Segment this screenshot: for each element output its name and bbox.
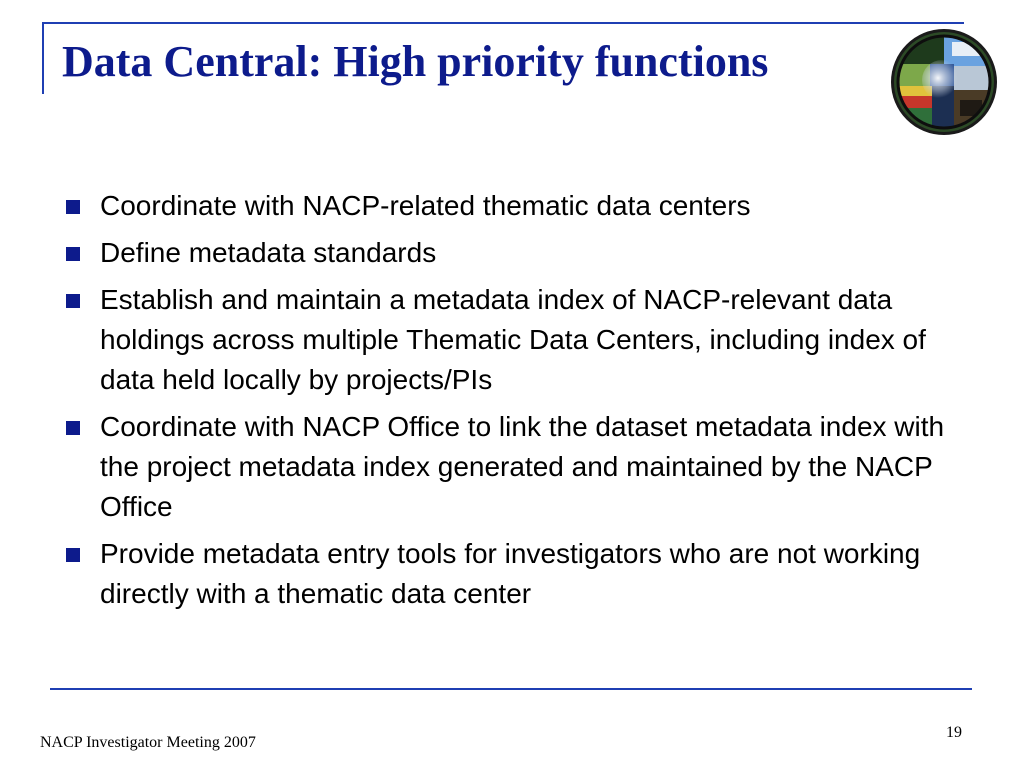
bullet-square-icon [66, 421, 80, 435]
bullet-item [62, 186, 962, 226]
bullet-item [62, 280, 962, 400]
bullet-square-icon [66, 294, 80, 308]
title-frame-left-rule [42, 22, 44, 94]
footer-divider [50, 688, 972, 690]
bullet-text: Coordinate with NACP-related thematic data centers [100, 190, 751, 221]
footer-text: NACP Investigator Meeting 2007 [40, 734, 256, 751]
bullet-text: Define metadata standards [100, 237, 437, 268]
bullet-square-icon [66, 247, 80, 261]
slide-title: Data Central: High priority functions [62, 37, 769, 86]
title-frame-top-rule [42, 22, 964, 24]
bullet-text: Establish and maintain a metadata index of NACP-relevant data holdings across multiple Thematic Data Centers, including index of data held locally by projects/PIs [100, 284, 926, 395]
bullet-item [62, 407, 962, 527]
bullet-list [62, 186, 962, 621]
bullet-text: Provide metadata entry tools for investigators who are not working directly with a thematic data center [100, 538, 921, 609]
page-number: 19 [946, 724, 962, 741]
bullet-item [62, 534, 962, 614]
bullet-text: Coordinate with NACP Office to link the dataset metadata index with the project metadata index generated and maintained by the NACP Office [100, 411, 945, 522]
bullet-square-icon [66, 548, 80, 562]
globe-mosaic-icon [890, 28, 998, 136]
bullet-item [62, 233, 962, 273]
bullet-square-icon [66, 200, 80, 214]
